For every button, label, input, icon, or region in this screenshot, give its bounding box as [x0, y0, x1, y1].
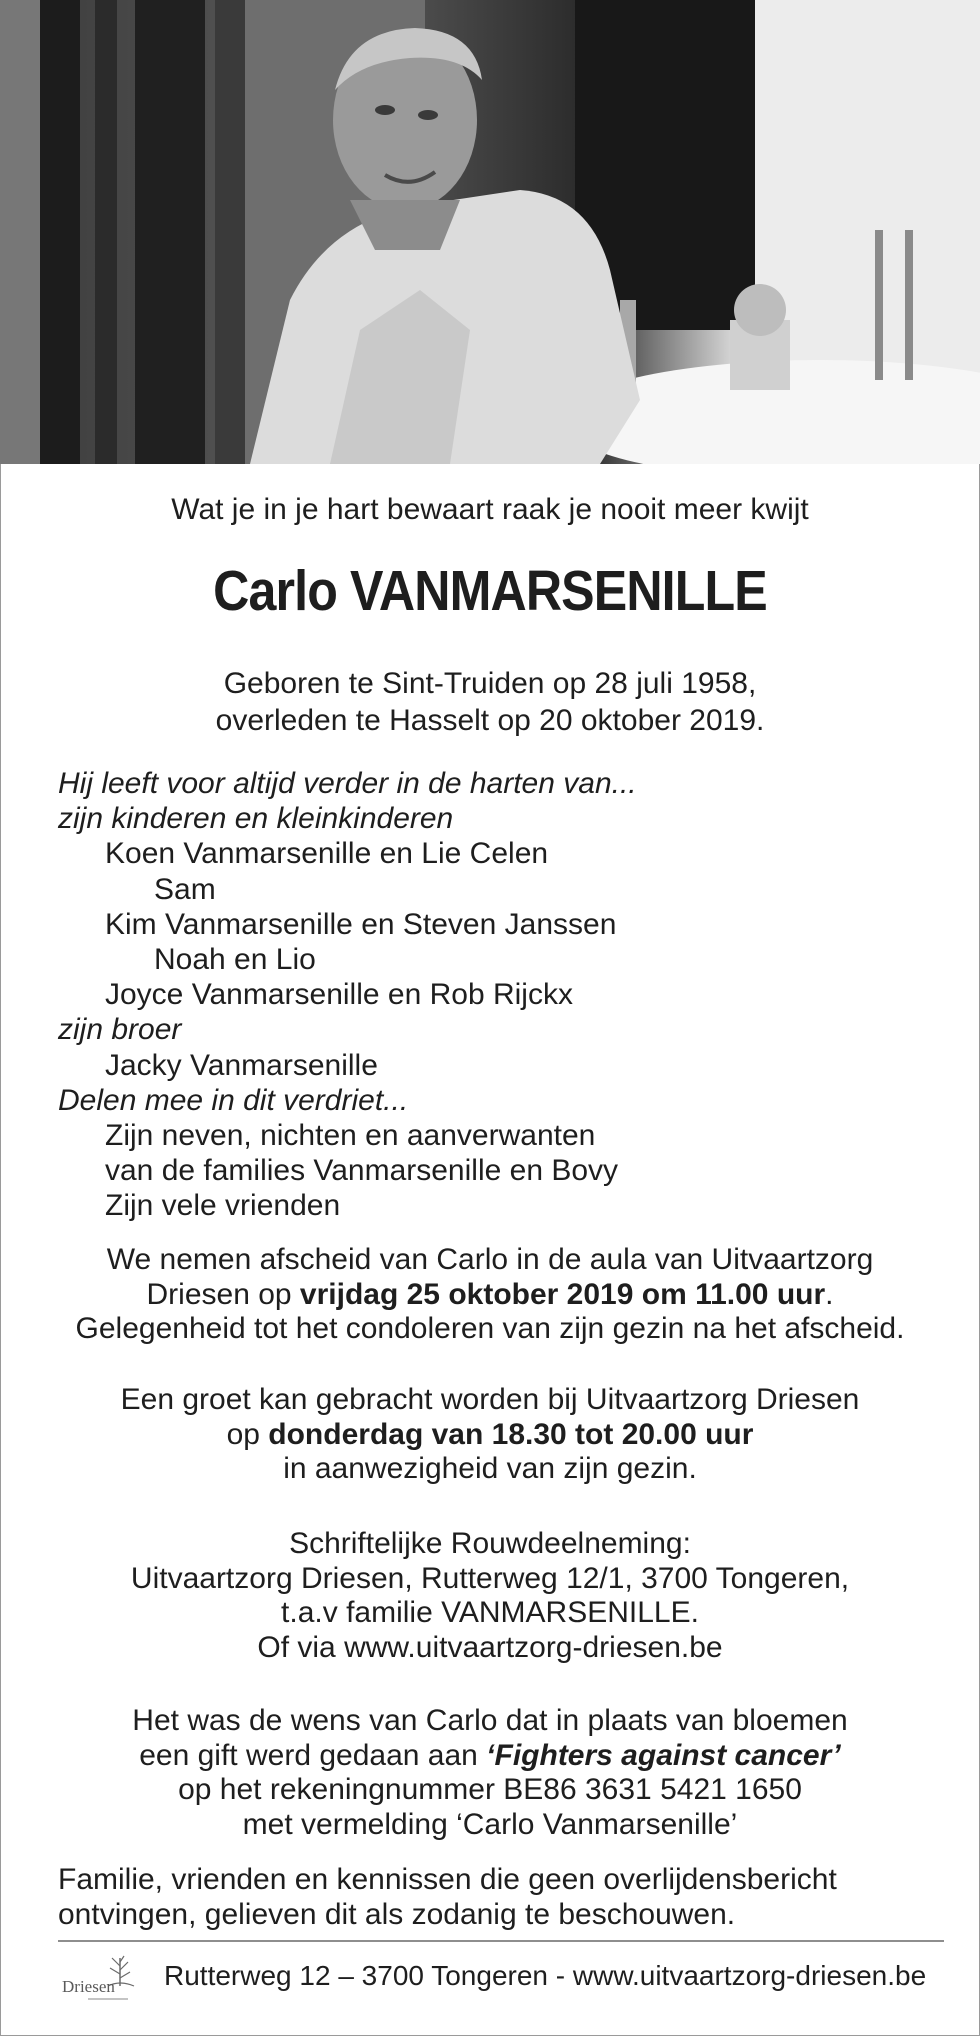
- footer-divider: [58, 1940, 944, 1942]
- farewell-line: [0, 1278, 980, 1313]
- family-member: Noah en Lio: [154, 943, 316, 977]
- farewell-text: Driesen op: [146, 1277, 300, 1311]
- visit-time: donderdag van 18.30 tot 20.00 uur: [268, 1417, 754, 1451]
- farewell-text: .: [825, 1277, 834, 1311]
- visit-paragraph: [0, 1383, 980, 1487]
- family-list: [58, 766, 637, 1224]
- logo-text: Driesen: [62, 1977, 115, 1996]
- visit-line: [0, 1418, 980, 1453]
- donation-line: met vermelding ‘Carlo Vanmarsenille’: [242, 1807, 738, 1841]
- visit-line: in aanwezigheid van zijn gezin.: [283, 1452, 697, 1485]
- share-heading: Delen mee in dit verdriet...: [58, 1083, 409, 1117]
- family-member: Kim Vanmarsenille en Steven Janssen: [105, 907, 617, 941]
- children-heading: zijn kinderen en kleinkinderen: [58, 802, 454, 836]
- motto: Wat je in je hart bewaart raak je nooit meer kwijt: [171, 493, 809, 526]
- family-member: Joyce Vanmarsenille en Rob Rijckx: [105, 978, 573, 1012]
- visit-text: op: [226, 1417, 269, 1451]
- donation-text: een gift werd gedaan aan: [139, 1738, 487, 1772]
- family-member: Jacky Vanmarsenille: [105, 1048, 378, 1082]
- family-member: Koen Vanmarsenille en Lie Celen: [105, 837, 549, 871]
- family-member: Zijn neven, nichten en aanverwanten: [105, 1119, 596, 1153]
- charity-name: ‘Fighters against cancer’: [486, 1738, 841, 1772]
- portrait-photo: [0, 0, 980, 464]
- closing-line: Familie, vrienden en kennissen die geen overlijdensbericht: [58, 1863, 837, 1896]
- donation-line: [0, 1739, 980, 1774]
- family-member: Sam: [154, 872, 216, 906]
- farewell-line: Gelegenheid tot het condoleren van zijn gezin na het afscheid.: [75, 1312, 905, 1345]
- donation-paragraph: [0, 1704, 980, 1842]
- closing-note: [58, 1862, 837, 1932]
- farewell-date: vrijdag 25 oktober 2019 om 11.00 uur: [299, 1277, 826, 1311]
- born-line: Geboren te Sint-Truiden op 28 juli 1958,: [223, 667, 757, 700]
- birth-death-info: [0, 665, 980, 739]
- farewell-line: We nemen afscheid van Carlo in de aula van Uitvaartzorg: [106, 1243, 874, 1276]
- footer-address: Rutterweg 12 – 3700 Tongeren - www.uitvaartzorg-driesen.be: [164, 1960, 927, 1991]
- deceased-name: Carlo VANMARSENILLE: [213, 559, 767, 623]
- condolence-line: Uitvaartzorg Driesen, Rutterweg 12/1, 3700 Tongeren,: [130, 1561, 850, 1595]
- condolence-line: t.a.v familie VANMARSENILLE.: [281, 1596, 699, 1629]
- visit-line: Een groet kan gebracht worden bij Uitvaartzorg Driesen: [120, 1383, 860, 1416]
- closing-line: ontvingen, gelieven dit als zodanig te beschouwen.: [58, 1898, 736, 1931]
- brother-heading: zijn broer: [58, 1013, 182, 1047]
- driesen-logo-icon: [58, 1952, 146, 2008]
- farewell-paragraph: [0, 1243, 980, 1347]
- donation-line: op het rekeningnummer BE86 3631 5421 1650: [178, 1773, 802, 1806]
- condolence-paragraph: [0, 1527, 980, 1665]
- family-member: van de families Vanmarsenille en Bovy: [105, 1154, 619, 1188]
- family-intro: Hij leeft voor altijd verder in de harten van...: [58, 767, 637, 800]
- condolence-line: Schriftelijke Rouwdeelneming:: [289, 1527, 691, 1560]
- died-line: overleden te Hasselt op 20 oktober 2019.: [215, 704, 765, 737]
- family-member: Zijn vele vrienden: [105, 1189, 341, 1223]
- condolence-link[interactable]: Of via www.uitvaartzorg-driesen.be: [257, 1630, 723, 1664]
- donation-line: Het was de wens van Carlo dat in plaats van bloemen: [132, 1704, 848, 1737]
